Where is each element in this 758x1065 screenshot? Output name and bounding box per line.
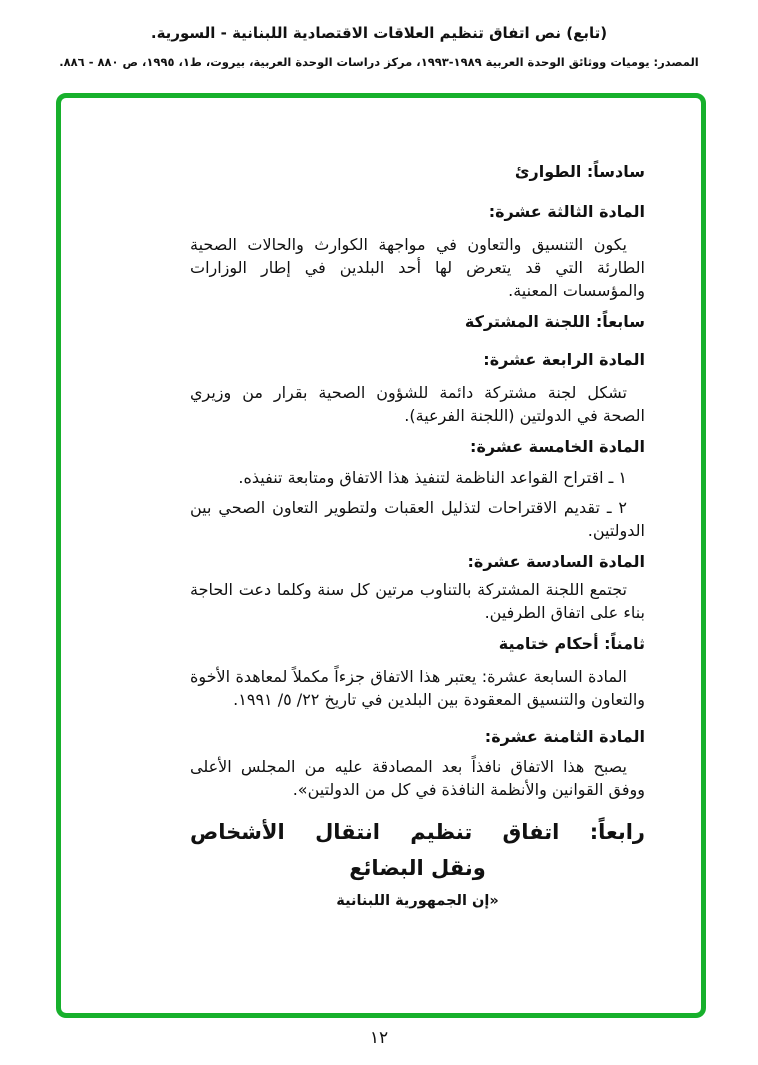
article-heading-fourteenth: المادة الرابعة عشرة:	[483, 350, 645, 369]
agreement-title-line2: ونقل البضائع	[349, 856, 486, 880]
doc-title: (تابع) نص اتفاق تنظيم العلاقات الاقتصادية اللبنانية - السورية.	[150, 24, 608, 42]
article-heading-fifteenth: المادة الخامسة عشرة:	[470, 437, 645, 456]
section-heading-seventh: سابعاً: اللجنة المشتركة	[464, 312, 645, 331]
page-number: ١٢	[369, 1028, 389, 1048]
section-heading-eighth: ثامناً: أحكام ختامية	[498, 634, 645, 653]
article-heading-sixteenth: المادة السادسة عشرة:	[467, 552, 645, 571]
agreement-title-line1: رابعاً: اتفاق تنظيم انتقال الأشخاص	[190, 820, 645, 844]
list-item-2: ٢ ـ تقديم الاقتراحات لتذليل العقبات ولتطوير التعاون الصحي بين الدولتين.	[190, 498, 645, 540]
section-heading-sixth: سادساً: الطوارئ	[514, 162, 645, 181]
paragraph-article-eighteenth: يصبح هذا الاتفاق نافذاً بعد المصادقة عليه من المجلس الأعلى ووفق القوانين والأنظمة النافذة في كل من الدولتين».	[190, 757, 645, 799]
article-heading-thirteenth: المادة الثالثة عشرة:	[488, 202, 645, 221]
text-column	[190, 98, 645, 913]
doc-source-line: المصدر: يوميات ووثائق الوحدة العربية ١٩٨٩-١٩٩٣، مركز دراسات الوحدة العربية، بيروت، ط١، ١٩٩٥، ص ٨٨٠ - ٨٨٦.	[59, 55, 699, 69]
paragraph-article-seventeenth: المادة السابعة عشرة: يعتبر هذا الاتفاق جزءاً مكملاً لمعاهدة الأخوة والتعاون والتنسيق المعقودة بين البلدين في تاريخ ٢٢/ ٥/ ١٩٩١.	[190, 667, 645, 709]
paragraph-article-thirteenth: يكون التنسيق والتعاون في مواجهة الكوارث والحالات الصحية الطارئة التي قد يتعرض لها أحد البلدين في إطار الوزارات والمؤسسات المعنية.	[190, 235, 645, 300]
article-heading-eighteenth: المادة الثامنة عشرة:	[484, 727, 645, 746]
list-item-1: ١ ـ اقتراح القواعد الناظمة لتنفيذ هذا الاتفاق ومتابعة تنفيذه.	[238, 468, 627, 487]
green-content-frame	[56, 93, 706, 1018]
agreement-opening-line: «إن الجمهورية اللبنانية	[336, 893, 499, 909]
paragraph-article-sixteenth: تجتمع اللجنة المشتركة بالتناوب مرتين كل سنة وكلما دعت الحاجة بناء على اتفاق الطرفين.	[190, 580, 645, 622]
agreement-title	[190, 814, 645, 886]
paragraph-article-fourteenth: تشكل لجنة مشتركة دائمة للشؤون الصحية بقرار من وزيري الصحة في الدولتين (اللجنة الفرعية).	[190, 383, 645, 425]
